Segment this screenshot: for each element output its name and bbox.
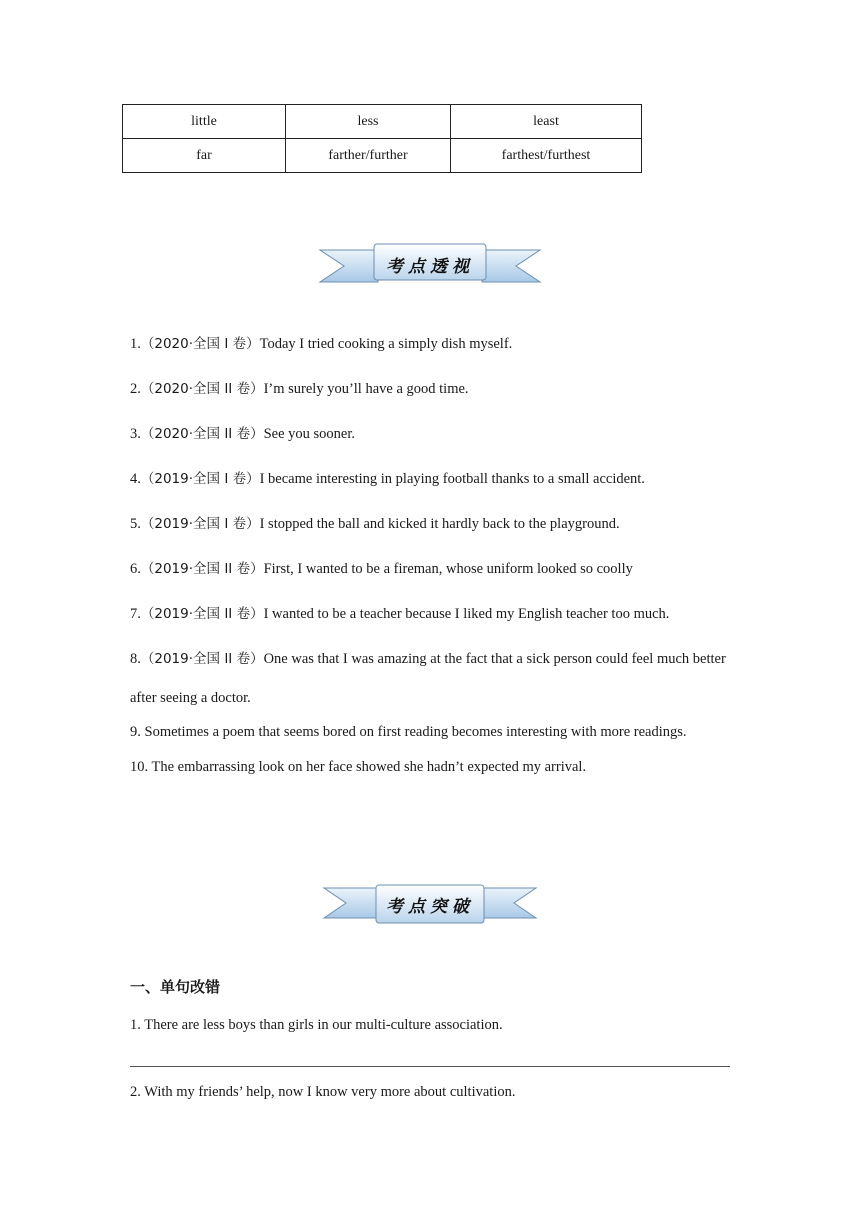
item-source: （2019·全国 I 卷） [140,516,260,532]
table-cell: farther/further [286,139,451,173]
list-item [130,722,735,742]
item-number: 1. [130,336,141,352]
item-number: 10. [130,759,149,775]
list-item [130,757,735,777]
table-cell: little [123,105,286,139]
item-number: 9. [130,724,141,740]
item-text: See you sooner. [263,426,355,442]
answer-line [130,1066,730,1067]
list-item [130,424,735,444]
item-number: 2. [130,381,141,397]
item-text: The embarrassing look on her face showed she hadn’t expected my arrival. [151,759,587,775]
list-item [130,379,735,399]
item-number: 6. [130,561,141,577]
table-row [123,139,642,173]
item-text: I’m surely you’ll have a good time. [263,381,469,397]
item-number: 5. [130,516,141,532]
item-number: 8. [130,651,141,667]
list-item [130,514,735,534]
list-item [130,334,735,354]
item-text: One was that I was amazing at the fact that a sick person could feel much better after seeing a doctor. [130,651,726,706]
section-banner-analysis [318,242,542,286]
item-text: Sometimes a poem that seems bored on first reading becomes interesting with more readings. [144,724,687,740]
comparison-table [122,104,642,173]
item-text: I became interesting in playing football thanks to a small accident. [259,471,645,487]
item-source: （2019·全国 II 卷） [140,606,264,622]
item-number: 3. [130,426,141,442]
section-banner-breakthrough [322,882,538,926]
item-source: （2019·全国 I 卷） [140,471,260,487]
exercise-question: 2. With my friends’ help, now I know very more about cultivation. [130,1084,516,1100]
table-cell: far [123,139,286,173]
item-source: （2019·全国 II 卷） [140,651,264,667]
table-cell: farthest/furthest [451,139,642,173]
banner-title: 考点突破 [386,896,474,917]
item-source: （2020·全国 II 卷） [140,381,264,397]
item-text: I wanted to be a teacher because I liked my English teacher too much. [263,606,670,622]
list-item [130,640,735,718]
table-row [123,105,642,139]
list-item [130,604,735,624]
section-heading: 一、单句改错 [130,978,221,996]
item-number: 7. [130,606,141,622]
list-item [130,469,735,489]
banner-title: 考点透视 [386,256,474,277]
list-item [130,559,735,579]
item-text: I stopped the ball and kicked it hardly back to the playground. [259,516,620,532]
item-text: First, I wanted to be a fireman, whose uniform looked so coolly [263,561,633,577]
item-source: （2019·全国 II 卷） [140,561,264,577]
table-cell: least [451,105,642,139]
table-cell: less [286,105,451,139]
item-source: （2020·全国 I 卷） [140,336,260,352]
exercise-question: 1. There are less boys than girls in our multi-culture association. [130,1017,503,1033]
item-source: （2020·全国 II 卷） [140,426,264,442]
item-text: Today I tried cooking a simply dish myself. [259,336,513,352]
item-number: 4. [130,471,141,487]
